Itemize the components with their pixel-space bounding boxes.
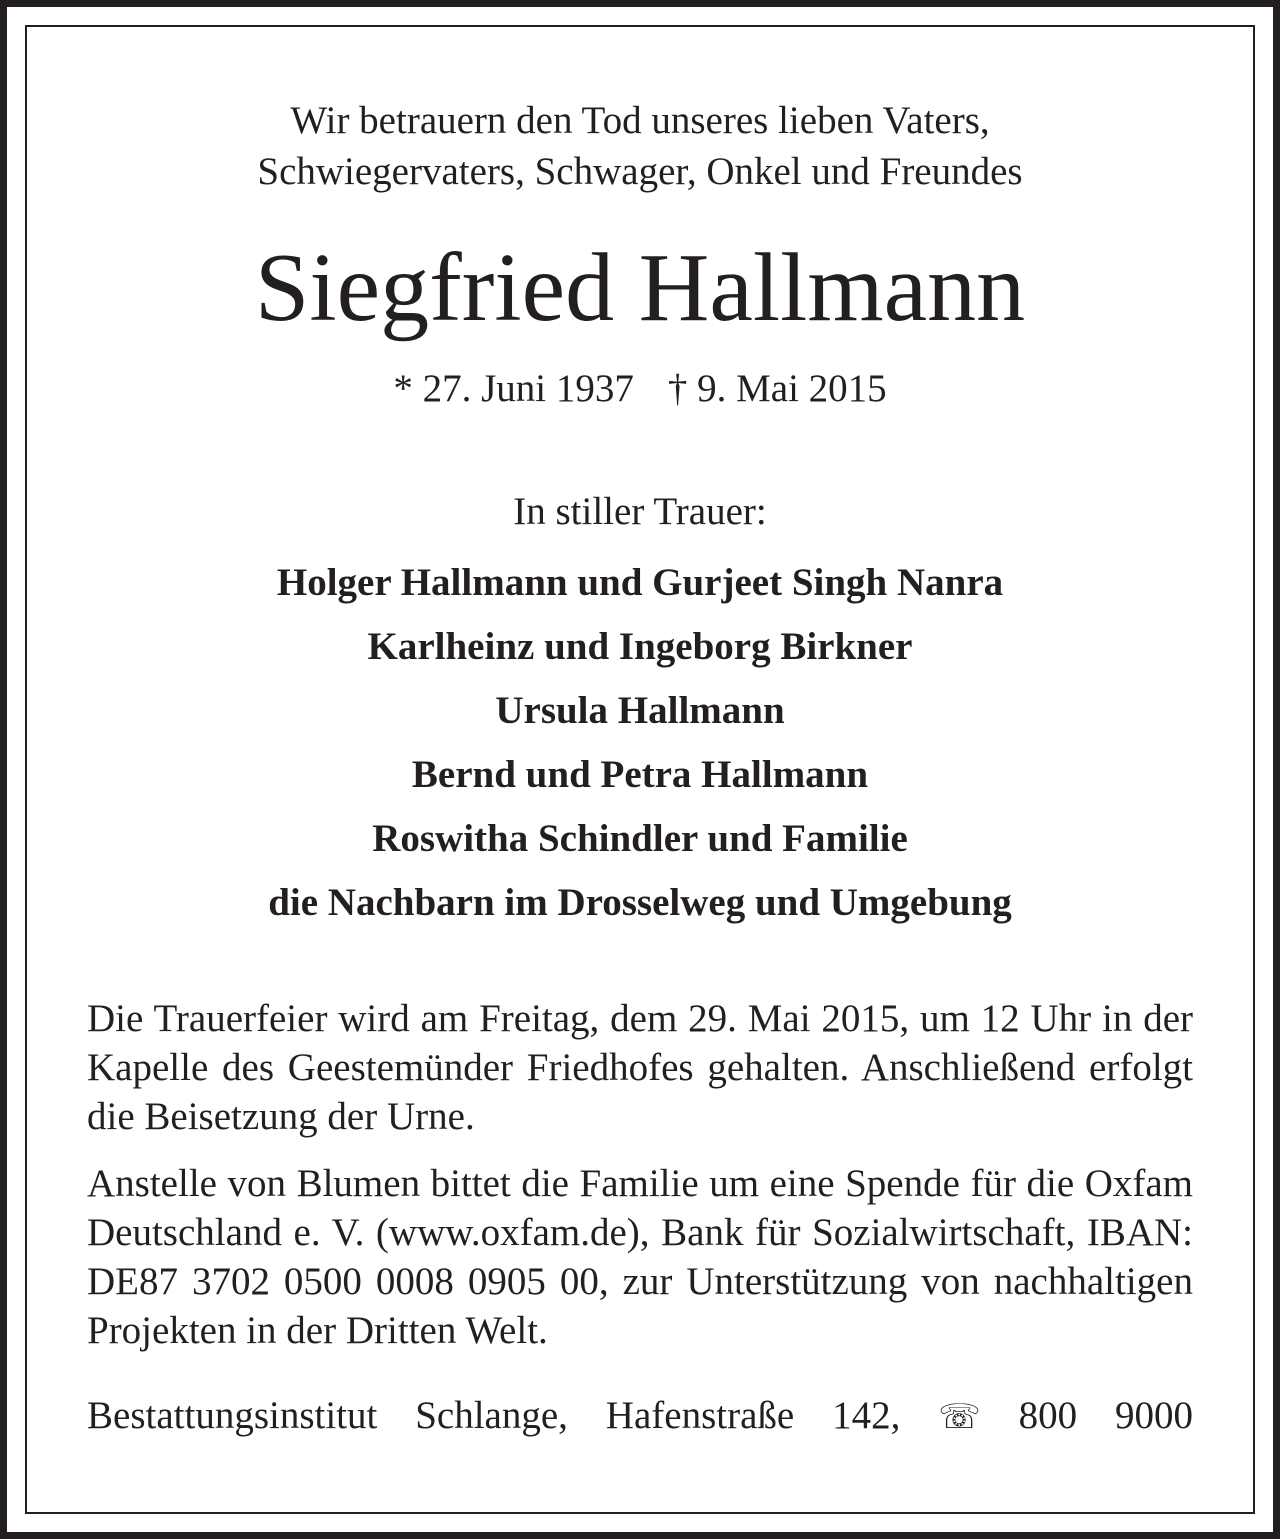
mourning-label: In stiller Trauer: xyxy=(513,490,767,533)
mourners-list xyxy=(87,551,1193,935)
mourner-line: Roswitha Schindler und Familie xyxy=(372,817,908,860)
mourner-line: Ursula Hallmann xyxy=(495,689,785,732)
funeral-home-line xyxy=(87,1391,1193,1442)
intro-line: Wir betrauern den Tod unseres lieben Vaters, xyxy=(290,99,990,142)
mourner-line: Holger Hallmann und Gurjeet Singh Nanra xyxy=(276,561,1004,604)
phone-icon: ☏ xyxy=(938,1397,981,1437)
death-date: † 9. Mai 2015 xyxy=(667,367,887,410)
mourner-line: Bernd und Petra Hallmann xyxy=(411,753,869,796)
intro-text xyxy=(87,95,1193,197)
intro-line: Schwiegervaters, Schwager, Onkel und Freundes xyxy=(257,150,1023,193)
funeral-home-address: Bestattungsinstitut Schlange, Hafenstraße 142, xyxy=(87,1394,901,1437)
birth-date: * 27. Juni 1937 xyxy=(393,367,634,410)
life-dates xyxy=(87,364,1193,414)
ceremony-paragraph: Die Trauerfeier wird am Freitag, dem 29. Mai 2015, um 12 Uhr in der Kapelle des Geestemünder Friedhofes gehalten. Anschließend erfolgt die Beisetzung der Urne. xyxy=(87,997,1193,1138)
deceased-name: Siegfried Hallmann xyxy=(254,234,1026,342)
mourner-line: Karlheinz und Ingeborg Birkner xyxy=(367,625,913,668)
donation-paragraph: Anstelle von Blumen bittet die Familie um eine Spende für die Oxfam Deutschland e. V. (www.oxfam.de), Bank für Sozialwirtschaft, IBAN: DE87 3702 0500 0008 0905 00, zur Unterstützung von nachhaltigen Projekten in der Dritten Welt. xyxy=(87,1162,1193,1352)
mourner-line: die Nachbarn im Drosselweg und Umgebung xyxy=(268,881,1012,924)
phone-number: 800 9000 xyxy=(1018,1394,1194,1437)
